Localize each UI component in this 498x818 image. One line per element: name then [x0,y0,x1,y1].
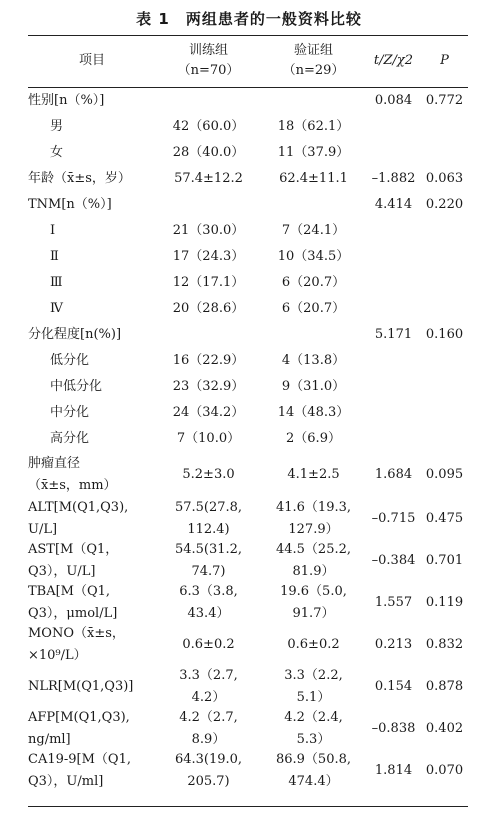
p-value: 0.701 [425,553,464,568]
bottom-rule [28,806,468,807]
training-group-value: 16（22.9） [172,353,245,368]
header-group2-name: 验证组 [293,43,333,58]
table-row [28,374,468,400]
table-row [28,708,468,750]
p-value [421,374,468,400]
table-row [28,666,468,708]
row-label: TBA[M（Q1, Q3），μmol/L] [28,584,118,621]
row-label: 肿瘤直径 （x̄±s，mm） [28,456,117,493]
p-value: 0.878 [425,679,464,694]
test-statistic: 0.154 [374,679,413,694]
test-statistic [366,348,421,374]
p-value: 0.402 [425,721,464,736]
training-group-value [156,192,261,218]
training-group-value: 5.2±3.0 [182,467,235,482]
training-group-value: 12（17.1） [172,275,245,290]
validation-group-value: 41.6（19.3, 127.9） [275,500,352,537]
test-statistic: 1.814 [374,763,413,778]
table-row [28,498,468,540]
table-header [28,36,468,86]
table-row [28,270,468,296]
table-row [28,348,468,374]
training-group-value: 64.3(19.0, 205.7) [174,752,243,789]
p-value [421,244,468,270]
validation-group-value: 19.6（5.0, 91.7） [280,584,347,621]
test-statistic: –1.882 [371,171,416,186]
header-item: 项目 [78,53,105,68]
training-group-value: 42（60.0） [172,119,245,134]
header-group2 [261,36,366,86]
p-value [421,296,468,322]
training-group-value [156,88,261,114]
test-statistic: 1.684 [374,467,413,482]
p-value [421,114,468,140]
p-value: 0.095 [425,467,464,482]
training-group-value [156,322,261,348]
table-row [28,166,468,192]
test-statistic [366,426,421,452]
p-value [421,400,468,426]
row-label: MONO（x̄±s， ×10⁹/L） [28,626,125,663]
validation-group-value: 18（62.1） [277,119,350,134]
table-title: 表 1 两组患者的一般资料比较 [136,10,362,28]
table-row [28,322,468,348]
training-group-value: 23（32.9） [172,379,245,394]
table-row [28,400,468,426]
test-statistic [366,400,421,426]
table-row [28,218,468,244]
p-value: 0.832 [425,637,464,652]
validation-group-value: 0.6±0.2 [287,637,340,652]
p-value [421,348,468,374]
table-row [28,88,468,114]
header-p: P [440,53,449,68]
p-value: 0.063 [425,171,464,186]
training-group-value: 57.4±12.2 [174,171,243,186]
training-group-value: 20（28.6） [172,301,245,316]
row-label: 低分化 [50,353,90,368]
test-statistic: 5.171 [374,327,413,342]
table-row [28,244,468,270]
row-label: 女 [50,145,64,160]
table-row [28,192,468,218]
table-row [28,452,468,498]
test-statistic: –0.384 [371,553,416,568]
row-label: 中低分化 [50,379,103,394]
p-value [421,426,468,452]
validation-group-value: 6（20.7） [281,275,346,290]
test-statistic [366,140,421,166]
test-statistic [366,296,421,322]
test-statistic: –0.715 [371,511,416,526]
validation-group-value: 86.9（50.8, 474.4） [275,752,352,789]
p-value: 0.220 [425,197,464,212]
test-statistic [366,270,421,296]
validation-group-value [261,192,366,218]
test-statistic [366,114,421,140]
test-statistic [366,374,421,400]
validation-group-value: 7（24.1） [281,223,346,238]
training-group-value: 57.5(27.8, 112.4) [174,500,243,537]
row-label: CA19-9[M（Q1, Q3），U/ml] [28,752,131,789]
training-group-value: 7（10.0） [176,431,241,446]
p-value [421,270,468,296]
row-label: 分化程度[n(%)] [28,327,122,342]
test-statistic [366,244,421,270]
p-value: 0.160 [425,327,464,342]
test-statistic: 0.213 [374,637,413,652]
table-row [28,114,468,140]
header-group1-name: 训练组 [188,43,228,58]
validation-group-value [261,322,366,348]
validation-group-value: 2（6.9） [286,431,341,446]
table-row [28,624,468,666]
row-label: TNM[n（%）] [28,197,112,212]
validation-group-value: 11（37.9） [277,145,350,160]
row-label: Ⅰ [50,223,56,238]
validation-group-value: 4（13.8） [281,353,346,368]
row-label: AST[M（Q1， Q3），U/L] [28,542,119,579]
validation-group-value: 10（34.5） [277,249,350,264]
training-group-value: 54.5(31.2, 74.7) [174,542,243,579]
training-group-value: 4.2（2.7, 8.9） [179,710,238,747]
training-group-value: 6.3（3.8, 43.4） [179,584,238,621]
p-value [421,218,468,244]
training-group-value: 24（34.2） [172,405,245,420]
p-value: 0.772 [425,93,464,108]
validation-group-value: 4.2（2.4, 5.3） [284,710,343,747]
header-stat: t/Z/χ2 [373,53,414,68]
table-row [28,540,468,582]
test-statistic: 0.084 [374,93,413,108]
row-label: NLR[M(Q1,Q3)] [28,679,134,694]
table-row [28,140,468,166]
training-group-value: 28（40.0） [172,145,245,160]
header-group1 [156,36,261,86]
table-row [28,296,468,322]
p-value: 0.475 [425,511,464,526]
row-label: ALT[M(Q1,Q3), U/L] [28,500,129,537]
row-label: Ⅲ [50,275,63,290]
p-value: 0.119 [425,595,464,610]
table-row [28,582,468,624]
test-statistic: 4.414 [374,197,413,212]
row-label: Ⅱ [50,249,59,264]
table-body [28,88,468,792]
validation-group-value: 3.3（2.2, 5.1） [284,668,343,705]
validation-group-value: 14（48.3） [277,405,350,420]
row-label: 性别[n（%）] [28,93,105,108]
training-group-value: 3.3（2.7, 4.2） [179,668,238,705]
training-group-value: 17（24.3） [172,249,245,264]
row-label: AFP[M(Q1,Q3), ng/ml] [28,710,130,747]
header-group1-n: （n=70） [177,63,240,78]
row-label: 中分化 [50,405,90,420]
test-statistic: 1.557 [374,595,413,610]
validation-group-value: 4.1±2.5 [287,467,340,482]
training-group-value: 21（30.0） [172,223,245,238]
validation-group-value: 62.4±11.1 [279,171,348,186]
test-statistic: –0.838 [371,721,416,736]
row-label: 男 [50,119,64,134]
validation-group-value: 44.5（25.2, 81.9） [275,542,352,579]
row-label: 年龄（x̄±s，岁） [28,171,131,186]
validation-group-value [261,88,366,114]
validation-group-value: 9（31.0） [281,379,346,394]
header-group2-n: （n=29） [282,63,345,78]
p-value [421,140,468,166]
p-value: 0.070 [425,763,464,778]
table-row [28,426,468,452]
table-row [28,750,468,792]
row-label: Ⅳ [50,301,63,316]
test-statistic [366,218,421,244]
validation-group-value: 6（20.7） [281,301,346,316]
training-group-value: 0.6±0.2 [182,637,235,652]
row-label: 高分化 [50,431,90,446]
